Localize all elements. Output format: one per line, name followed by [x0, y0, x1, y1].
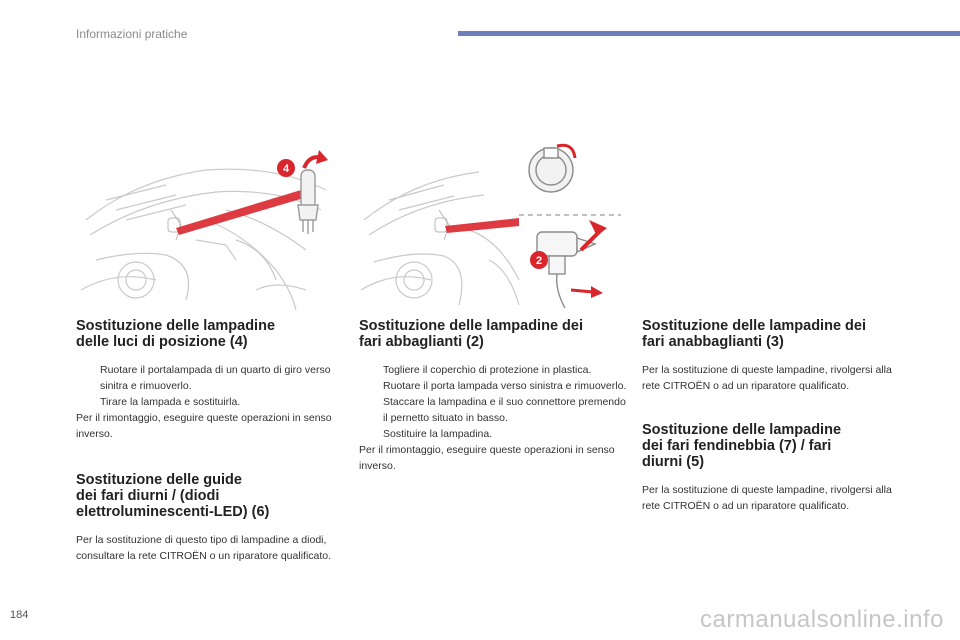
- title-line: diurni (5): [642, 454, 705, 470]
- watermark: carmanualsonline.info: [700, 606, 944, 633]
- illustration-position-light: [76, 140, 338, 310]
- section-title-fog-drl: [642, 422, 912, 470]
- high-beam-drawing: [359, 140, 621, 310]
- title-line: dei fari diurni / (diodi: [76, 488, 220, 504]
- step-text: Sostituire la lampadina.: [383, 428, 493, 440]
- body-paragraph: Per il rimontaggio, eseguire queste operazioni in senso inverso.: [359, 444, 615, 472]
- title-line: dei fari fendinebbia (7) / fari: [642, 438, 832, 454]
- title-line: fari anabbaglianti (3): [642, 334, 784, 350]
- title-line: delle luci di posizione (4): [76, 334, 248, 350]
- list-item: [359, 394, 629, 426]
- title-line: Sostituzione delle lampadine dei: [642, 318, 866, 334]
- title-line: elettroluminescenti-LED) (6): [76, 504, 270, 520]
- body-paragraph: Per la sostituzione di questo tipo di lampadine a diodi, consultare la rete CITROËN o un riparatore qualificato.: [76, 534, 332, 562]
- header-accent-bar: [458, 31, 960, 36]
- list-item: [76, 362, 346, 394]
- callout-4: 4: [282, 163, 290, 175]
- section-title-drl-led: [76, 472, 346, 520]
- body-paragraph: Per la sostituzione di queste lampadine, rivolgersi alla rete CITROËN o ad un riparatore qualificato.: [642, 364, 892, 392]
- title-line: Sostituzione delle guide: [76, 472, 242, 488]
- position-light-drawing: [76, 140, 338, 310]
- step-text: Togliere il coperchio di protezione in plastica.: [383, 364, 592, 376]
- step-text: Staccare la lampadina e il suo connettore premendo il pernetto situato in basso.: [383, 396, 626, 424]
- step-text: Tirare la lampada e sostituirla.: [100, 396, 241, 408]
- steps-list: [76, 362, 346, 410]
- section-title-low-beam: [642, 318, 912, 350]
- title-line: fari abbaglianti (2): [359, 334, 484, 350]
- list-item: [359, 362, 629, 378]
- list-item: [359, 378, 629, 394]
- section-title-position-lights: [76, 318, 346, 350]
- callout-2: 2: [535, 255, 543, 267]
- body-paragraph: Per il rimontaggio, eseguire queste operazioni in senso inverso.: [76, 412, 332, 440]
- column-2: [359, 318, 629, 474]
- column-3: [642, 318, 912, 514]
- list-item: [76, 394, 346, 410]
- title-line: Sostituzione delle lampadine dei: [359, 318, 583, 334]
- title-line: Sostituzione delle lampadine: [642, 422, 842, 438]
- title-line: Sostituzione delle lampadine: [76, 318, 276, 334]
- column-1: [76, 318, 346, 564]
- section-title-high-beam: [359, 318, 629, 350]
- list-item: [359, 426, 629, 442]
- step-text: Ruotare il portalampada di un quarto di giro verso sinitra e rimuoverlo.: [100, 364, 331, 392]
- steps-list: [359, 362, 629, 442]
- illustration-high-beam: [359, 140, 621, 310]
- step-text: Ruotare il porta lampada verso sinistra e rimuoverlo.: [383, 380, 627, 392]
- page-number: 184: [10, 609, 29, 621]
- body-paragraph: Per la sostituzione di queste lampadine, rivolgersi alla rete CITROËN o ad un riparatore qualificato.: [642, 484, 892, 512]
- section-title: Informazioni pratiche: [76, 27, 188, 41]
